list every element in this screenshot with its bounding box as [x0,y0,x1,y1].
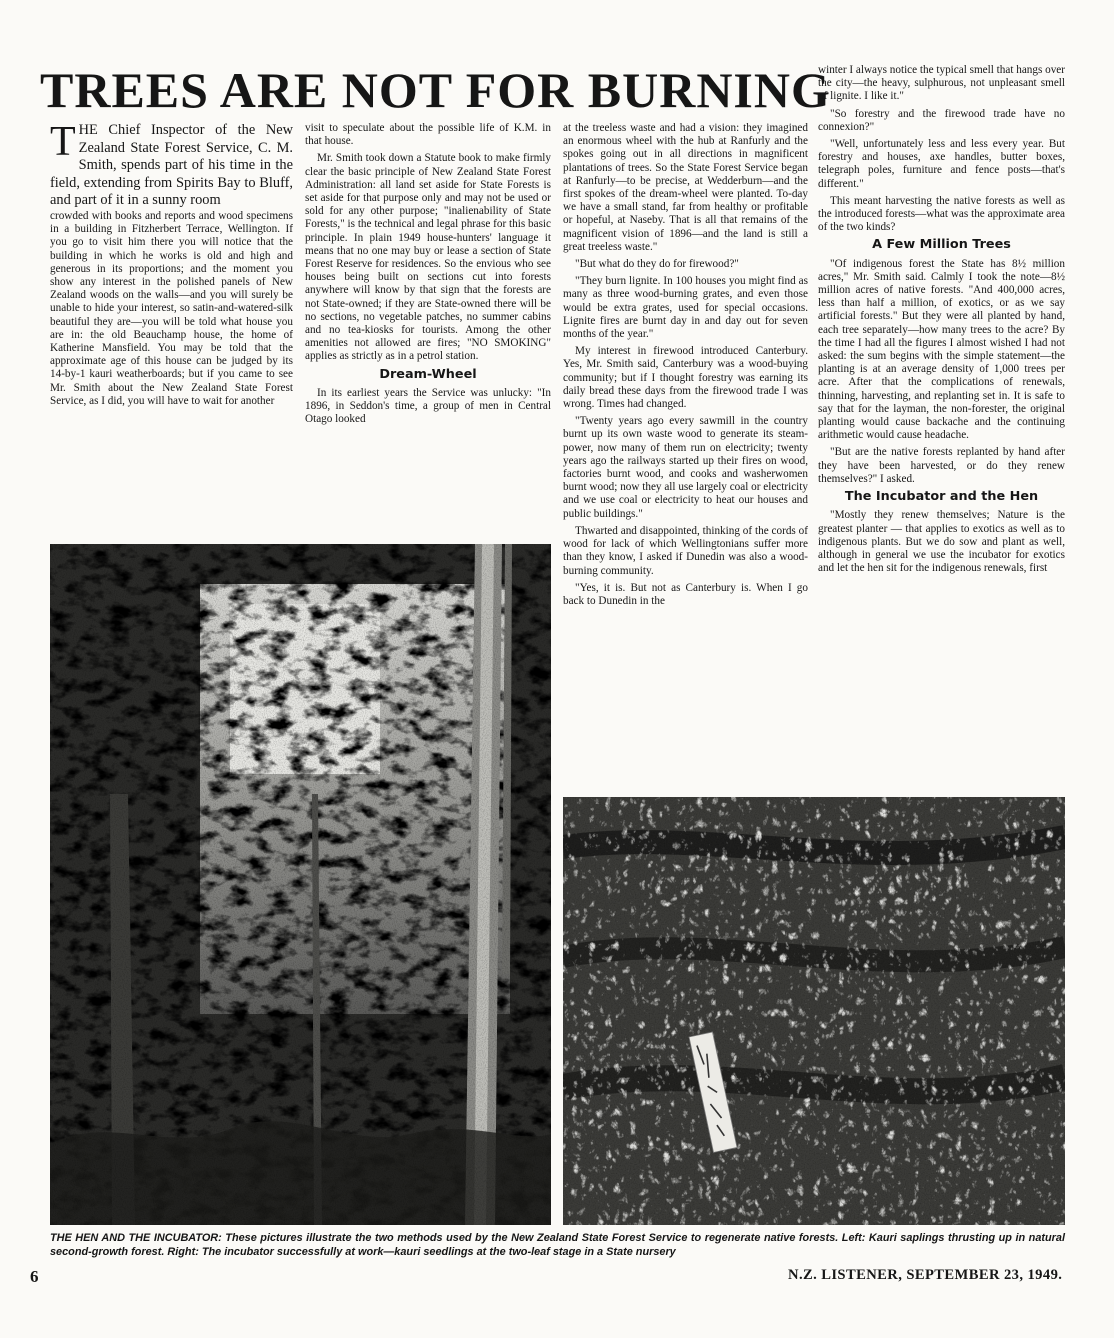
paragraph: Thwarted and disappointed, thinking of the cords of wood for lack of which Wellingtonians suffer more than they know, I asked if Dunedin was also a wood-burning community. [563,524,808,577]
lead-text: HE Chief Inspector of the New Zealand State Forest Service, C. M. Smith, spends part of his time in the field, extending from Spirits Bay to Bluff, and part of it in a sunny room [50,122,293,209]
photo-caption [50,1232,1065,1259]
subheading-incubator-and-hen: The Incubator and the Hen [844,489,1039,505]
forest-photo [50,544,551,1225]
caption-text: THE HEN AND THE INCUBATOR: These pictures illustrate the two methods used by the New Zealand State Forest Service to regenerate native forests. Left: Kauri saplings thrusting up in natural second-growth forest. Right: The incubator successfully at work—kauri seedlings at the two-leaf stage in a State nursery [50,1232,1065,1258]
paragraph: My interest in firewood introduced Canterbury. Yes, Mr. Smith said, Canterbury was a wood-buying community; but if I thought forestry was earning its daily bread these days from the firewood trade I was wrong. Times had changed. [563,345,808,411]
subheading-few-million-trees: A Few Million Trees [872,237,1011,253]
seedlings-photo-image [563,797,1065,1225]
drop-cap: T [50,119,76,165]
paragraph: "Of indigenous forest the State has 8½ million acres," Mr. Smith said. Calmly I took the note—8½ million acres of native forests. "And 400,000 acres, less than half a million, of exotics, or as we say artificial forests." But they were all planted by hand, each tree separately—how many trees to the acre? By the time I had all the figures I almost wished I had not asked: the sum begins with the simple statement—the planting is at an average density of 1,000 trees per acre. After that the complications of renewals, thinning, harvesting, and replanting set in. It is safe to say that for the layman, the non-forester, the original planting would cause backache and the continuing arithmetic would cause headache. [818,257,1065,442]
paragraph: "Mostly they renew themselves; Nature is the greatest planter — that applies to exotics as well as to indigenous plants. But we do sow and plant as well, although in general we use the incubator for exotics and let the hen sit for the indigenous renewals, first [818,509,1065,575]
publication-line: N.Z. LISTENER, SEPTEMBER 23, 1949. [788,1267,1063,1283]
column-3 [563,122,808,612]
column-4 [818,64,1065,579]
lead-paragraph [50,119,293,210]
subheading-dream-wheel: Dream-Wheel [379,366,477,382]
article-title: TREES ARE NOT FOR BURNING [40,62,831,118]
paragraph: "But are the native forests replanted by hand after they have been harvested, or do they renew themselves?" I asked. [818,446,1065,485]
paragraph: crowded with books and reports and wood specimens in a building in Fitzherbert Terrace, Wellington. If you go to visit him there you will notice that the building in which he works is old and high and generous in its proportions; and the moment you show any interest in the polished panels of New Zealand woods on the walls—and you will surely be unable to hide your interest, so satin-and-watered-silk beautiful they are—you will be told what house you are in: the old Beauchamp house, the home of Katherine Mansfield. You may be told that the approximate age of this house can be judged by its 14-by-1 kauri weatherboards; but if you came to see Mr. Smith about the New Zealand State Forest Service, as I did, you will have to wait for another [50,209,293,407]
paragraph: "Twenty years ago every sawmill in the country burnt up its own waste wood to generate its steam-power, now many of them run on electricity; twenty years ago the railways started up their fires on wood, factories burnt wood, and cooks and washerwomen burnt wood; now they all use largely coal or electricity and we use coal or electricity to heat our houses and public buildings." [563,415,808,520]
paragraph: This meant harvesting the native forests as well as the introduced forests—what was the approximate area of the two kinds? [818,194,1065,234]
page-number: 6 [30,1267,39,1286]
column-2 [305,122,551,430]
paragraph: Mr. Smith took down a Statute book to make firmly clear the basic principle of New Zealand State Forest Administration: all land set aside for State Forests is set aside for that purpose only and may not be used or sold for any other purpose; "inalienability of State Forests," is the technical and legal phrase for this basic principle. In plain 1949 house-hunters' language it means that no one may buy or lease a section of State Forest Reserve for residences. So the envious who see houses being built on sections cut into forests anywhere will know by that sign that the forests are not State-owned; if they are State-owned there will be no sections, no vegetable patches, no summer cabins and no tea-kiosks for tourists. Among the other amenities not allowed are fires; "NO SMOKING" applies as strictly as in a petrol station. [305,152,551,363]
paragraph: "Yes, it is. But not as Canterbury is. When I go back to Dunedin in the [563,581,808,607]
paragraph: "So forestry and the firewood trade have no connexion?" [818,107,1065,133]
paragraph: "But what do they do for firewood?" [575,258,739,271]
paragraph: winter I always notice the typical smell that hangs over the city—the heavy, sulphurous, not unpleasant smell of lignite. I like it." [818,64,1065,103]
paragraph: "Well, unfortunately less and less every year. But forestry and houses, axe handles, butter boxes, telegraph poles, furniture and fence posts—that's different." [818,138,1065,190]
paragraph: visit to speculate about the possible life of K.M. in that house. [305,122,551,148]
seedlings-photo [563,797,1065,1225]
paragraph: at the treeless waste and had a vision: they imagined an enormous wheel with the hub at Ranfurly and the spokes going out in all directions in magnificent plantations of trees. So the State Forest Service began at Ranfurly—to be precise, at Wedderburn—and the first spokes of the dream-wheel were planted. To-day we have a small stand, far from healthy or profitable or hopeful, at Naseby. That is all that remains of the magnificent vision of 1896—and the land is still a great treeless waste." [563,122,808,253]
paragraph: In its earliest years the Service was unlucky: "In 1896, in Seddon's time, a group of men in Central Otago looked [305,386,551,426]
paragraph: "They burn lignite. In 100 houses you might find as many as three wood-burning grates, and even those would be extra grates, used for special occasions. Lignite fires are burnt day in and day out for seven months of the year." [563,275,808,341]
column-1 [50,119,293,412]
forest-photo-image [50,544,551,1225]
